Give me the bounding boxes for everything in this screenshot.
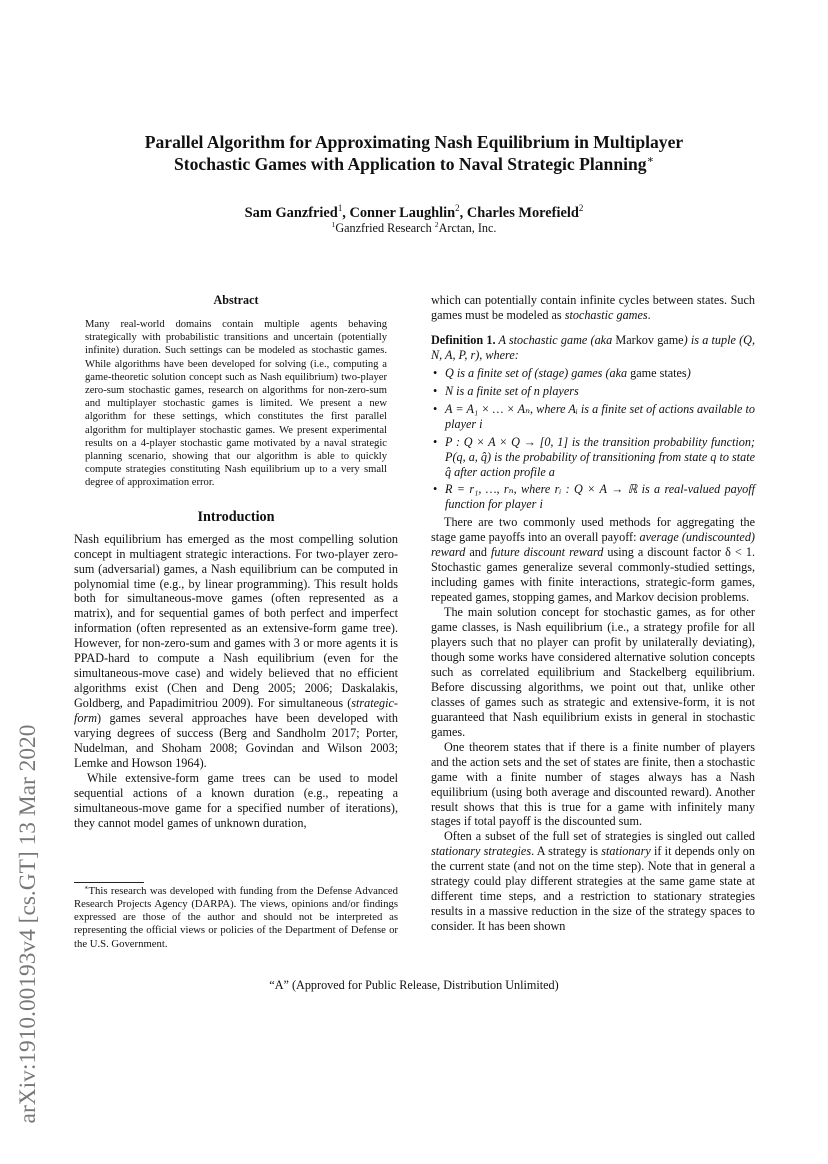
list-item xyxy=(431,366,755,381)
text-run: ) is a tuple (Q, N, A, P, r), where: xyxy=(431,332,756,362)
definition-1 xyxy=(431,333,755,363)
footnote-text: This research was developed with funding from the Defense Advanced Research Projects Agency (DARPA). The views, opinions and/or findings expressed are those of the author and should not be interpreted as representing the official views or policies of the Department of Defense or the U.S. Government. xyxy=(74,885,398,950)
list-item: • R = r₁, …, rₙ, where rᵢ : Q × A → ℝ is a real-valued payoff function for player i xyxy=(431,482,755,512)
text-run: and xyxy=(465,545,492,560)
title-line-2-text: Stochastic Games with Application to Naval Strategic Planning xyxy=(173,154,647,174)
author-affil-mark: 2 xyxy=(578,203,584,214)
left-column xyxy=(74,293,398,831)
author-name: Sam Ganzfried xyxy=(244,205,338,221)
author-name: Charles Morefield xyxy=(466,205,579,221)
text-run: Often a subset of the full set of strategies is singled out called xyxy=(444,829,755,844)
emphasis-run: strategic-form xyxy=(74,696,398,726)
text-run: using a discount factor δ < 1. Stochastic games generalize several commonly-studied settings, including games with finite interactions, strategic-form games, repeated games, stopping games, and Markov decision problems. xyxy=(431,545,755,605)
paragraph-payoff-methods xyxy=(431,515,755,605)
list-item: • N is a finite set of n players xyxy=(431,384,755,399)
title-line-1: Parallel Algorithm for Approximating Nash Equilibrium in Multiplayer xyxy=(144,132,684,152)
author-separator: , xyxy=(459,205,467,221)
text-run: (aka xyxy=(590,332,616,347)
release-note: “A” (Approved for Public Release, Distribution Unlimited) xyxy=(269,978,559,992)
introduction-heading: Introduction xyxy=(197,508,275,525)
text-run: A stochastic game xyxy=(495,332,591,347)
paragraph-stationary xyxy=(431,829,755,934)
arxiv-sidebar-stamp: arXiv:1910.00193v4 [cs.GT] 13 Mar 2020 xyxy=(15,724,41,1124)
author-affil-mark: 2 xyxy=(455,203,460,214)
text-run: Nash equilibrium has emerged as the most compelling solution concept in multiagent strategic interactions. For two-player zero-sum (adversarial) games, a Nash equilibrium can be computed in polynomial time (e.g., by linear programming). This result holds both for simultaneous-move games (often represented as a matrix), and for sequential games of both perfect and imperfect information (often represented as an extensive-form game tree). However, for non-zero-sum and games with 3 or more agents it is PPAD-hard to compute a Nash equilibrium (even for the simultaneous-move case) and widely believed that no efficient algorithms exist (Chen and Deng 2005; 2006; Daskalakis, Goldberg, and Papadimitriou 2009). For simultaneous ( xyxy=(74,531,398,711)
definition-label: Definition 1. xyxy=(431,332,496,347)
author-separator: , xyxy=(342,205,350,221)
author-affil-mark: 1 xyxy=(337,203,343,214)
title-line-2 xyxy=(90,153,738,175)
affil-mark: 2 xyxy=(434,219,439,229)
title-footnote-mark: ∗ xyxy=(646,154,654,167)
list-item: • A = A₁ × … × Aₙ, where Aᵢ is a finite set of actions available to player i xyxy=(431,402,755,432)
emphasis-run: stationary strategies xyxy=(431,844,532,859)
paragraph-main-solution: The main solution concept for stochastic games, as for other game classes, is Nash equilibrium (i.e., a strategy profile for all players such that no player can profit by unilaterally deviating), though some works have considered alternative solution concepts such as correlated equilibrium and Stackelberg equilibrium. Before discussing algorithms, we point out that, unlike other classes of games such as strategic and extensive-form, it is not guaranteed that Nash equilibrium exists in general in stochastic games. xyxy=(431,605,755,739)
footnote xyxy=(74,885,398,951)
emphasis-run: average (undiscounted) reward xyxy=(431,530,755,560)
continuation-paragraph xyxy=(431,293,755,323)
text-run: ) games several approaches have been developed with varying degrees of success (Berg and Sandholm 2017; Porter, Nudelman, and Shoham 2008; Govindan and Wilson 2003; Lemke and Howson 1964). xyxy=(74,711,398,770)
emphasis-run: stochastic games xyxy=(564,307,648,322)
list-item: • P : Q × A × Q → [0, 1] is the transition probability function; P(q, a, q̂) is the probability of transitioning from state q to state q̂ after action profile a xyxy=(431,435,755,480)
affil-mark: 1 xyxy=(331,219,336,229)
emphasis-run: stationary xyxy=(601,844,651,859)
affiliation-line xyxy=(90,221,738,236)
abstract-text: Many real-world domains contain multiple agents behaving strategically with probabilistic transitions and uncertain (potentially infinite) duration. Such settings can be modeled as stochastic games. While algorithms have been developed for solving (i.e., computing a game-theoretic solution concept such as Nash equilibrium) two-player zero-sum stochastic games, research on algorithms for non-zero-sum and multiplayer stochastic games is limited. We present a new algorithm for these settings, which constitutes the first parallel algorithm for multiplayer stochastic games. We present experimental results on a 4-player stochastic game motivated by a naval strategic planning scenario, showing that our algorithm is able to quickly compute strategies constituting Nash equilibrium up to a very small degree of approximation error. xyxy=(85,319,387,489)
text-run: ) xyxy=(686,365,691,380)
author-name: Conner Laughlin xyxy=(349,205,456,221)
text-run: There are two commonly used methods for aggregating the stage game payoffs into an overall payoff: xyxy=(431,515,755,545)
abstract-heading: Abstract xyxy=(213,293,259,307)
text-run: which can potentially contain infinite cycles between states. Such games must be modeled as xyxy=(431,293,755,322)
text-run: game states xyxy=(630,365,687,380)
text-run: . A strategy is xyxy=(531,844,602,859)
text-run: . xyxy=(647,307,651,322)
intro-paragraph-2: While extensive-form game trees can be used to model sequential actions of a known duration (e.g., repeating a simultaneous-move game for a specified number of iterations), they cannot model games of unknown duration, xyxy=(74,770,398,830)
footnote-mark: ∗ xyxy=(84,884,89,892)
right-column xyxy=(431,293,755,934)
text-run: Markov game xyxy=(615,332,684,347)
definition-list xyxy=(431,366,755,513)
affil-name: Arctan, Inc. xyxy=(438,221,497,235)
text-run: Q is a finite set of (stage) games (aka xyxy=(445,365,631,380)
footnote-rule xyxy=(74,882,144,883)
text-run: if it depends only on the current state (and not on the time step). Note that in general a strategy could play different strategies at the same game state at different time steps, and a restriction to stationary strategies results in a massive reduction in the size of the strategy spaces to consider. It has been shown xyxy=(431,844,755,934)
intro-paragraph-1 xyxy=(74,532,398,771)
paragraph-theorem: One theorem states that if there is a finite number of players and the action sets and the set of states are finite, then a stochastic game with a finite number of stages always has a Nash equilibrium (using both average and discounted reward). Another result shows that this is true for a game with infinitely many stages if total payoff is the discounted sum. xyxy=(431,739,755,829)
affil-name: Ganzfried Research xyxy=(335,221,435,235)
author-list xyxy=(90,204,738,222)
paper-title xyxy=(90,131,738,175)
emphasis-run: future discount reward xyxy=(491,545,604,560)
